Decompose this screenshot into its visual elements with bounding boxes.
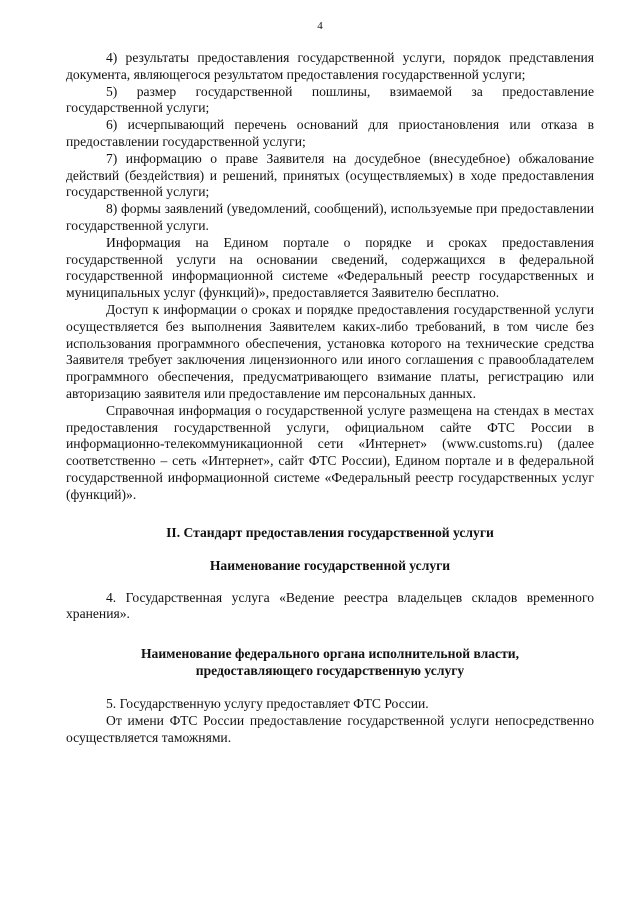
paragraph-reference-info: Справочная информация о государственной услуге размещена на стендах в местах предоставления государственной услуги, официальном сайте ФТС России в информационно-телекоммуникационной сети «Интернет» (www.customs.ru) (далее соответственно – сеть «Интернет», сайт ФТС России), Едином портале и в федеральной государственной информационной системе «Федеральный реестр государственных услуг (функций)». [66,402,594,502]
paragraph-item-8: 8) формы заявлений (уведомлений, сообщений), используемые при предоставлении государственной услуги. [66,201,594,233]
paragraph-item-5: 5) размер государственной пошлины, взимаемой за предоставление государственной услуги; [66,83,594,116]
org-heading-line1: Наименование федерального органа исполнительной власти, [140,646,520,662]
paragraph-portal-info: Информация на Едином портале о порядке и сроках предоставления государственной услуги на основании сведений, содержащихся в федеральной государственной информационной системе «Федеральный реестр государственных и муниципальных услуг (функций)», предоставляется Заявителю бесплатно. [66,234,594,301]
paragraph-item-4: 4) результаты предоставления государственной услуги, порядок представления документа, являющегося результатом предоставления государственной услуги; [66,50,594,82]
paragraph-access-info: Доступ к информации о сроках и порядке предоставления государственной услуги осуществляется без выполнения Заявителем каких-либо требований, в том числе без использования программного обеспечения, установка которого на технические средства Заявителя требует заключения лицензионного или иного соглашения с правообладателем программного обеспечения, предусматривающего взимание платы, регистрацию или авторизацию заявителя или предоставление им персональных данных. [66,301,594,401]
paragraph-customs: От имени ФТС России предоставление государственной услуги непосредственно осуществляется таможнями. [66,712,594,745]
paragraph-service-name: 4. Государственная услуга «Ведение реестра владельцев складов временного хранения». [66,589,594,622]
section-heading: II. Стандарт предоставления государственной услуги [166,524,494,540]
org-heading-line2: предоставляющего государственную услугу [195,663,465,679]
paragraph-provider: 5. Государственную услугу предоставляет ФТС России. [106,696,429,712]
page-number: 4 [317,20,323,32]
paragraph-item-6: 6) исчерпывающий перечень оснований для приостановления или отказа в предоставлении государственной услуги; [66,117,594,149]
document-body [66,50,594,747]
org-heading [66,645,594,679]
service-name-heading: Наименование государственной услуги [209,557,451,573]
paragraph-item-7: 7) информацию о праве Заявителя на досудебное (внесудебное) обжалование действий (бездействия) и решений, принятых (осуществляемых) в ходе предоставления государственной услуги; [66,150,594,200]
